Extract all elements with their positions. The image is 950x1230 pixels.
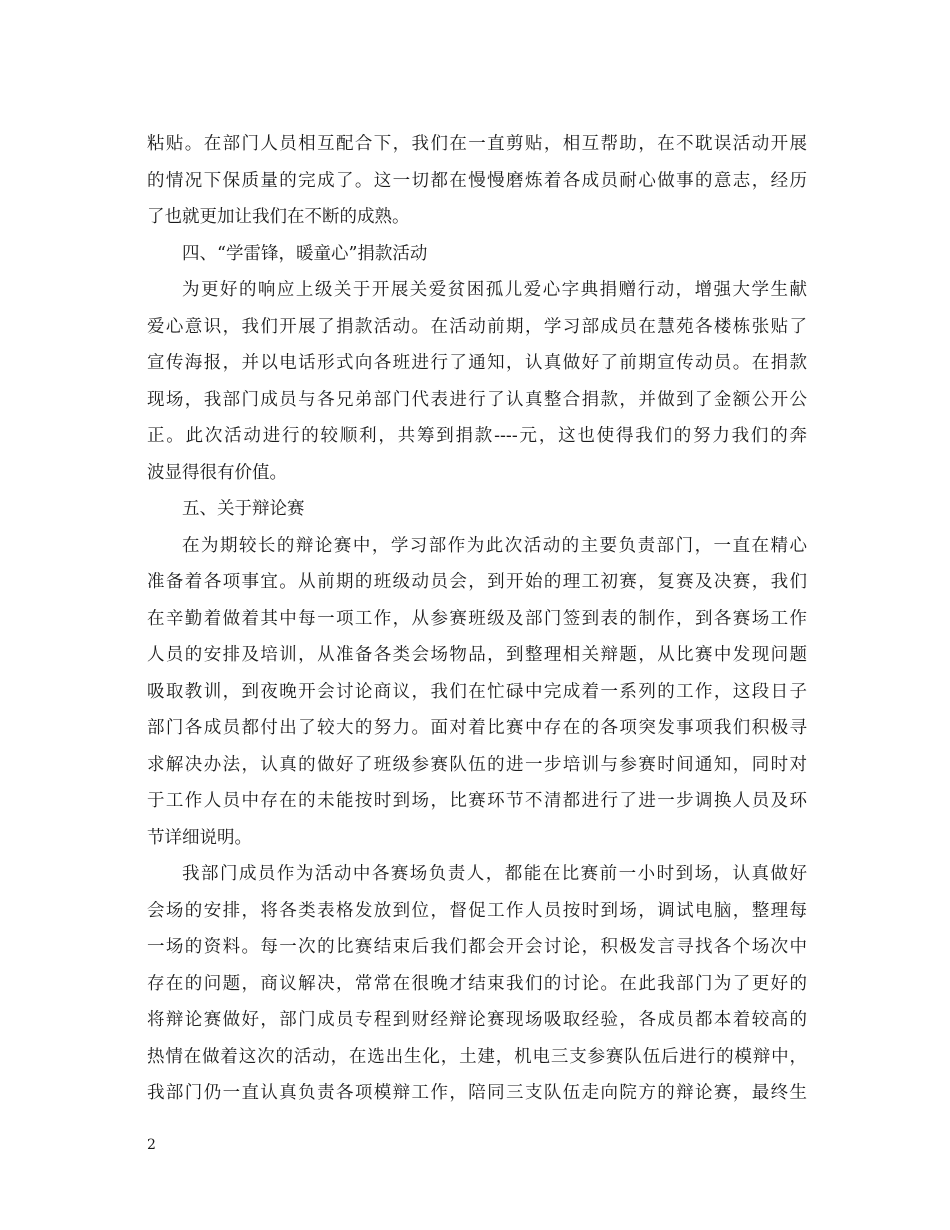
text-line: 为更好的响应上级关于开展关爱贫困孤儿爱心字典捐赠行动，增强大学生献: [182, 280, 807, 300]
text-line: 爱心意识，我们开展了捐款活动。在活动前期，学习部成员在慧苑各楼栋张贴了: [147, 316, 807, 337]
text-line: 了也就更加让我们在不断的成熟。: [147, 207, 410, 227]
paragraph: [147, 528, 807, 857]
text-line: 在辛勤着做着其中每一项工作，从参赛班级及部门签到表的制作，到各赛场工作: [147, 608, 807, 629]
text-line: 一场的资料。每一次的比赛结束后我们都会开会讨论，积极发言寻找各个场次中: [147, 937, 807, 957]
text-line: 波显得很有价值。: [147, 462, 287, 483]
paragraph: [147, 272, 807, 491]
text-line: 会场的安排，将各类表格发放到位，督促工作人员按时到场，调试电脑，整理每: [147, 900, 807, 921]
text-line: 于工作人员中存在的未能按时到场，比赛环节不清都进行了进一步调换人员及环: [147, 791, 807, 811]
paragraph: [147, 491, 807, 528]
text-line: 五、关于辩论赛: [182, 499, 305, 519]
paragraph: [147, 236, 807, 273]
text-line: 我部门仍一直认真负责各项模辩工作，陪同三支队伍走向院方的辩论赛，最终生: [147, 1083, 807, 1103]
paragraph: [147, 126, 807, 236]
text-line: 的情况下保质量的完成了。这一切都在慢慢磨炼着各成员耐心做事的意志，经历: [147, 170, 807, 191]
text-line: 宣传海报，并以电话形式向各班进行了通知，认真做好了前期宣传动员。在捐款: [147, 353, 807, 373]
text-line: 吸取教训，到夜晚开会讨论商议，我们在忙碌中完成着一系列的工作，这段日子: [147, 681, 807, 702]
text-line: 热情在做着这次的活动，在选出生化，土建，机电三支参赛队伍后进行的模辩中，: [147, 1046, 807, 1067]
text-line: 我部门成员作为活动中各赛场负责人，都能在比赛前一小时到场，认真做好: [182, 864, 807, 884]
text-line: 部门各成员都付出了较大的努力。面对着比赛中存在的各项突发事项我们积极寻: [147, 718, 807, 738]
text-line: 人员的安排及培训，从准备各类会场物品，到整理相关辩题，从比赛中发现问题: [147, 645, 807, 665]
text-line: 节详细说明。: [147, 827, 252, 848]
text-line: 求解决办法，认真的做好了班级参赛队伍的进一步培训与参赛时间通知，同时对: [147, 754, 807, 775]
text-line: 四、“学雷锋，暖童心”捐款活动: [182, 243, 428, 264]
text-line: 正。此次活动进行的较顺利，共筹到捐款----元，这也使得我们的努力我们的奔: [147, 426, 807, 446]
page-number: 2: [147, 1137, 156, 1153]
body-text: [147, 126, 807, 1112]
text-line: 现场，我部门成员与各兄弟部门代表进行了认真整合捐款，并做到了金额公开公: [147, 389, 807, 410]
text-line: 存在的问题，商议解决，常常在很晚才结束我们的讨论。在此我部门为了更好的: [147, 973, 807, 994]
text-line: 准备着各项事宜。从前期的班级动员会，到开始的理工初赛，复赛及决赛，我们: [147, 572, 807, 592]
text-line: 粘贴。在部门人员相互配合下，我们在一直剪贴，相互帮助，在不耽误活动开展: [147, 134, 807, 154]
paragraph: [147, 856, 807, 1112]
text-line: 在为期较长的辩论赛中，学习部作为此次活动的主要负责部门，一直在精心: [182, 535, 807, 556]
text-line: 将辩论赛做好，部门成员专程到财经辩论赛现场吸取经验，各成员都本着较高的: [147, 1010, 807, 1030]
